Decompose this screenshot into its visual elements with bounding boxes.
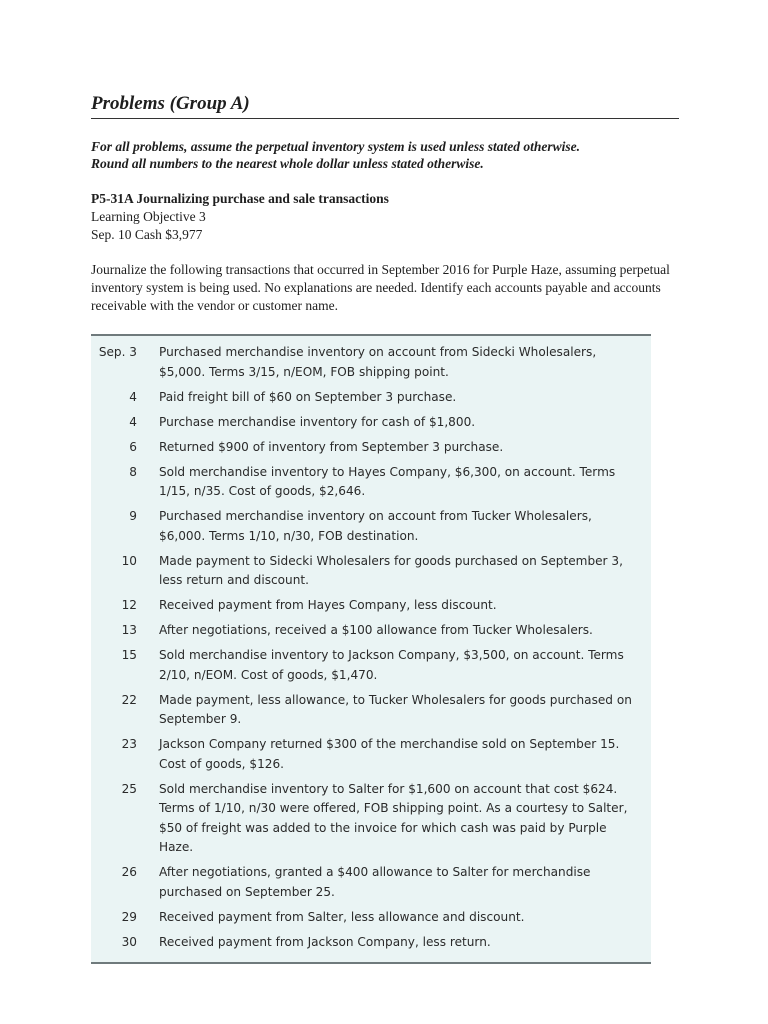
transaction-description: Jackson Company returned $300 of the merchandise sold on September 15. Cost of goods, $126. bbox=[159, 737, 620, 771]
transaction-date: 8 bbox=[129, 464, 137, 479]
transaction-row bbox=[91, 596, 651, 616]
transaction-date: 25 bbox=[121, 781, 137, 796]
transaction-row bbox=[91, 646, 651, 685]
transaction-date: 22 bbox=[121, 692, 137, 707]
transaction-description: Paid freight bill of $60 on September 3 purchase. bbox=[159, 389, 457, 404]
transaction-date: Sep. 3 bbox=[98, 345, 137, 359]
transaction-row bbox=[91, 413, 651, 433]
transactions-table bbox=[91, 334, 651, 964]
intro-line: Round all numbers to the nearest whole dollar unless stated otherwise. bbox=[91, 156, 484, 171]
transaction-row bbox=[91, 735, 651, 774]
transaction-description: Sold merchandise inventory to Salter for $1,600 on account that cost $624. Terms of 1/10, n/30 were offered, FOB shipping point. As a courtesy to Salter, $50 of freight was added to the invoice for which cash was paid by Purple Haze. bbox=[159, 781, 628, 854]
transaction-description: Purchased merchandise inventory on account from Sidecki Wholesalers, $5,000. Terms 3/15, n/EOM, FOB shipping point. bbox=[159, 345, 597, 379]
section-heading: Problems (Group A) bbox=[91, 92, 679, 119]
transaction-description: Purchase merchandise inventory for cash of $1,800. bbox=[159, 414, 476, 429]
transaction-date: 6 bbox=[129, 439, 137, 454]
transaction-description: Made payment, less allowance, to Tucker Wholesalers for goods purchased on September 9. bbox=[159, 692, 632, 726]
check-figure: Sep. 10 Cash $3,977 bbox=[91, 227, 203, 242]
problem-header bbox=[91, 190, 679, 244]
transaction-description: After negotiations, received a $100 allowance from Tucker Wholesalers. bbox=[159, 623, 593, 637]
transaction-description: Received payment from Hayes Company, less discount. bbox=[159, 598, 497, 612]
transaction-row bbox=[91, 908, 651, 928]
transaction-date: 9 bbox=[129, 509, 137, 523]
transaction-date: 26 bbox=[121, 865, 137, 879]
transaction-description: Made payment to Sidecki Wholesalers for goods purchased on September 3, less return and discount. bbox=[159, 553, 623, 587]
transaction-row bbox=[91, 438, 651, 458]
transaction-row bbox=[91, 507, 651, 546]
transaction-row bbox=[91, 388, 651, 408]
transaction-row bbox=[91, 621, 651, 641]
transaction-row bbox=[91, 463, 651, 502]
transaction-row bbox=[91, 691, 651, 730]
transaction-description: After negotiations, granted a $400 allowance to Salter for merchandise purchased on September 25. bbox=[159, 865, 591, 899]
intro-note bbox=[91, 138, 679, 172]
transaction-row bbox=[91, 863, 651, 902]
transaction-date: 4 bbox=[129, 389, 137, 404]
intro-line: For all problems, assume the perpetual inventory system is used unless stated otherwise. bbox=[91, 139, 581, 154]
transaction-date: 10 bbox=[121, 553, 137, 568]
problem-instructions: Journalize the following transactions that occurred in September 2016 for Purple Haze, assuming perpetual inventory system is being used. No explanations are needed. Identify each accounts payable and accounts receivable with the vendor or customer name. bbox=[91, 262, 670, 313]
transaction-row bbox=[91, 343, 651, 382]
transaction-date: 30 bbox=[121, 934, 137, 949]
transaction-description: Received payment from Jackson Company, less return. bbox=[159, 934, 491, 949]
transaction-date: 13 bbox=[121, 623, 137, 637]
transaction-date: 15 bbox=[121, 648, 137, 662]
transaction-description: Sold merchandise inventory to Hayes Company, $6,300, on account. Terms 1/15, n/35. Cost of goods, $2,646. bbox=[159, 464, 616, 498]
transaction-description: Purchased merchandise inventory on account from Tucker Wholesalers, $6,000. Terms 1/10, n/30, FOB destination. bbox=[159, 509, 592, 543]
transaction-date: 12 bbox=[121, 598, 137, 612]
transaction-date: 4 bbox=[129, 414, 137, 429]
transaction-row bbox=[91, 933, 651, 953]
transaction-description: Returned $900 of inventory from September 3 purchase. bbox=[159, 439, 504, 454]
learning-objective: Learning Objective 3 bbox=[91, 209, 206, 224]
transaction-row bbox=[91, 552, 651, 591]
transaction-description: Sold merchandise inventory to Jackson Company, $3,500, on account. Terms 2/10, n/EOM. Cost of goods, $1,470. bbox=[159, 648, 624, 682]
transaction-description: Received payment from Salter, less allowance and discount. bbox=[159, 909, 525, 924]
transaction-row bbox=[91, 780, 651, 858]
document-page bbox=[91, 92, 679, 315]
transaction-date: 23 bbox=[121, 737, 137, 751]
problem-title: P5-31A Journalizing purchase and sale transactions bbox=[91, 191, 389, 206]
transaction-date: 29 bbox=[121, 909, 137, 924]
